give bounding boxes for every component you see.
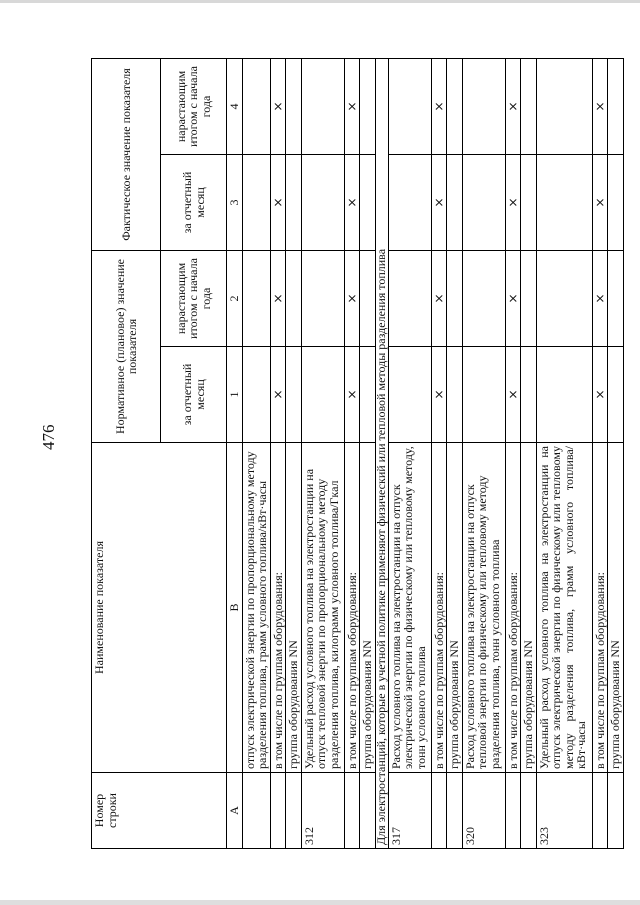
not-applicable-mark: × [270,293,285,304]
scan-edge [0,900,640,905]
table-row [536,59,592,849]
not-applicable-mark: × [431,293,446,304]
indicator-name: Расход условного топлива на электростанции на отпуск тепловой энергии по физическому или тепловому методу разделения топлива, тонн условного топлива [462,443,505,773]
value-cell [505,59,521,155]
value-cell [592,251,608,347]
value-cell-empty [536,251,592,347]
value-cell-empty [521,155,537,251]
value-cell [431,251,447,347]
row-number [270,773,286,849]
code-a: А [227,773,243,849]
row-number [286,773,302,849]
indicator-name: отпуск электрической энергии по пропорциональному методу разделения топлива, грамм условного топлива/кВт·часы [242,443,270,773]
value-cell-empty [447,251,463,347]
value-cell [270,155,286,251]
rotated-table-frame [91,59,622,849]
value-cell-empty [608,155,624,251]
value-cell-empty [608,59,624,155]
indicator-name: в том числе по группам оборудования: [592,443,608,773]
value-cell [270,59,286,155]
section-note: Для электростанций, которые в учетной политике применяют физический или тепловой методы разделения топлива [375,59,388,849]
not-applicable-mark: × [344,197,359,208]
header-plan-value: Нормативное (плановое) значение показателя [92,251,161,443]
value-cell-empty [360,251,376,347]
value-cell-empty [286,251,302,347]
value-cell [344,251,360,347]
code-b: В [227,443,243,773]
indicator-name: в том числе по группам оборудования: [505,443,521,773]
not-applicable-mark: × [270,389,285,400]
row-number: 317 [388,773,431,849]
not-applicable-mark: × [270,101,285,112]
header-row-number: Номер строки [92,773,227,849]
value-cell-empty [242,347,270,443]
not-applicable-mark: × [592,293,607,304]
table-row [592,59,608,849]
indicator-name: группа оборудования NN [608,443,624,773]
not-applicable-mark: × [344,389,359,400]
row-number: 312 [301,773,344,849]
indicator-name: группа оборудования NN [360,443,376,773]
value-cell [505,347,521,443]
indicator-name: Удельный расход условного топлива на электростанции на отпуск тепловой энергии по пропорциональному методу разделения топлива, килограмм условного топлива/Гкал [301,443,344,773]
table-row [242,59,270,849]
row-number [431,773,447,849]
indicator-table [91,58,624,849]
not-applicable-mark: × [344,293,359,304]
code-4: 4 [227,59,243,155]
indicator-name: группа оборудования NN [286,443,302,773]
not-applicable-mark: × [505,101,520,112]
value-cell [270,347,286,443]
header-plan-month: за отчетный месяц [161,347,227,443]
value-cell [431,347,447,443]
value-cell-empty [462,59,505,155]
value-cell-empty [462,251,505,347]
indicator-name: в том числе по группам оборудования: [344,443,360,773]
header-fact-month: за отчетный месяц [161,155,227,251]
row-number [505,773,521,849]
value-cell-empty [521,59,537,155]
table-row [447,59,463,849]
code-1: 1 [227,347,243,443]
value-cell-empty [536,347,592,443]
table-row [505,59,521,849]
value-cell-empty [301,347,344,443]
value-cell-empty [286,347,302,443]
code-3: 3 [227,155,243,251]
value-cell [344,59,360,155]
row-number [344,773,360,849]
value-cell [431,155,447,251]
value-cell-empty [301,251,344,347]
header-fact-cumulative: нарастающим итогом с начала года [161,59,227,155]
value-cell-empty [521,251,537,347]
table-row [270,59,286,849]
not-applicable-mark: × [505,389,520,400]
indicator-name: Удельный расход условного топлива на электростанции на отпуск электрической энергии по физическому или тепловому методу разделения топлива, грамм условного топлива/кВт·часы [536,443,592,773]
header-plan-cumulative: нарастающим итогом с начала года [161,251,227,347]
not-applicable-mark: × [592,197,607,208]
indicator-name: в том числе по группам оборудования: [270,443,286,773]
value-cell-empty [521,347,537,443]
value-cell-empty [301,59,344,155]
not-applicable-mark: × [431,101,446,112]
value-cell-empty [360,155,376,251]
indicator-name: в том числе по группам оборудования: [431,443,447,773]
header-fact-value: Фактическое значение показателя [92,59,161,251]
row-number: 323 [536,773,592,849]
value-cell-empty [242,155,270,251]
value-cell-empty [388,155,431,251]
not-applicable-mark: × [592,101,607,112]
row-number [592,773,608,849]
value-cell-empty [286,59,302,155]
value-cell [431,59,447,155]
not-applicable-mark: × [431,197,446,208]
table-row [360,59,376,849]
value-cell-empty [388,251,431,347]
row-number: 320 [462,773,505,849]
value-cell-empty [462,155,505,251]
indicator-name: группа оборудования NN [521,443,537,773]
table-row [388,59,431,849]
row-number [360,773,376,849]
value-cell [505,155,521,251]
indicator-name: группа оборудования NN [447,443,463,773]
not-applicable-mark: × [505,293,520,304]
table-row [431,59,447,849]
value-cell-empty [462,347,505,443]
row-number [242,773,270,849]
value-cell-empty [242,59,270,155]
not-applicable-mark: × [431,389,446,400]
not-applicable-mark: × [344,101,359,112]
value-cell [505,251,521,347]
value-cell-empty [388,59,431,155]
row-number [608,773,624,849]
value-cell-empty [608,251,624,347]
row-number [521,773,537,849]
value-cell [270,251,286,347]
value-cell [592,59,608,155]
page-number: 476 [39,424,58,450]
value-cell-empty [360,347,376,443]
value-cell-empty [388,347,431,443]
not-applicable-mark: × [505,197,520,208]
code-2: 2 [227,251,243,347]
value-cell-empty [286,155,302,251]
value-cell-empty [447,347,463,443]
value-cell [592,155,608,251]
table-row [344,59,360,849]
table-row [301,59,344,849]
value-cell-empty [536,59,592,155]
value-cell-empty [242,251,270,347]
table-row [286,59,302,849]
not-applicable-mark: × [270,197,285,208]
scan-edge [0,0,640,3]
row-number [447,773,463,849]
value-cell-empty [447,155,463,251]
value-cell [592,347,608,443]
value-cell [344,155,360,251]
value-cell-empty [447,59,463,155]
header-indicator-name: Наименование показателя [92,443,227,773]
value-cell-empty [360,59,376,155]
value-cell-empty [301,155,344,251]
value-cell-empty [536,155,592,251]
indicator-name: Расход условного топлива на электростанции на отпуск электрической энергии по физическому или тепловому методу, тонн условного топлива [388,443,431,773]
value-cell [344,347,360,443]
not-applicable-mark: × [592,389,607,400]
table-row [608,59,624,849]
table-row [521,59,537,849]
table-row [462,59,505,849]
value-cell-empty [608,347,624,443]
